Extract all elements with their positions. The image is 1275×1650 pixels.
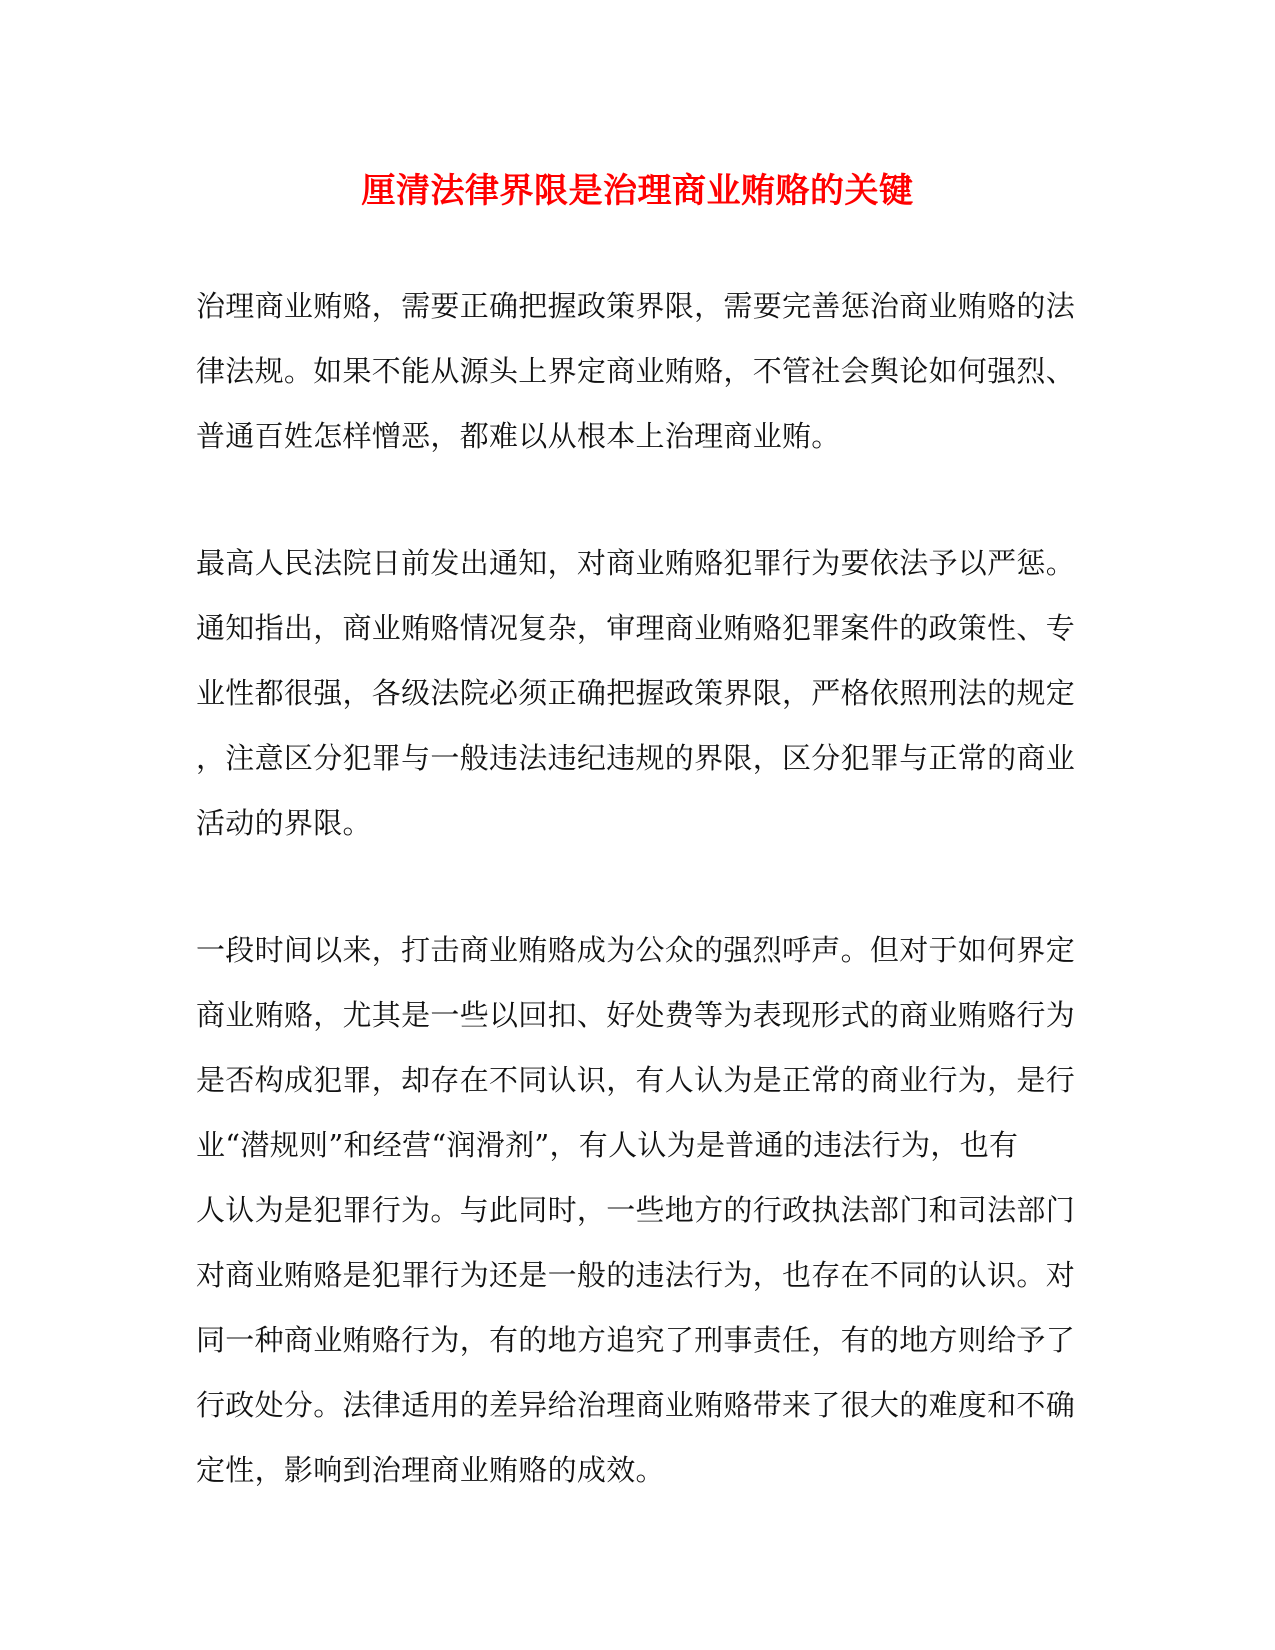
paragraph-line: 活动的界限。 xyxy=(196,806,372,840)
paragraph-line: 是否构成犯罪，却存在不同认识，有人认为是正常的商业行为，是行 xyxy=(196,1063,1076,1097)
paragraph-line: 治理商业贿赂，需要正确把握政策界限，需要完善惩治商业贿赂的法 xyxy=(196,289,1076,323)
document-title: 厘清法律界限是治理商业贿赂的关键 xyxy=(361,171,914,211)
paragraph-1 xyxy=(196,274,1074,469)
paragraph-line: 最高人民法院日前发出通知，对商业贿赂犯罪行为要依法予以严惩。 xyxy=(196,546,1076,580)
paragraph-line: 一段时间以来，打击商业贿赂成为公众的强烈呼声。但对于如何界定 xyxy=(196,933,1076,967)
paragraph-line: 行政处分。法律适用的差异给治理商业贿赂带来了很大的难度和不确 xyxy=(196,1388,1076,1422)
paragraph-2 xyxy=(196,531,1074,856)
paragraph-line: 业性都很强，各级法院必须正确把握政策界限，严格依照刑法的规定 xyxy=(196,676,1076,710)
paragraph-line: 同一种商业贿赂行为，有的地方追究了刑事责任，有的地方则给予了 xyxy=(196,1323,1076,1357)
paragraph-3 xyxy=(196,918,1074,1503)
paragraph-line: 律法规。如果不能从源头上界定商业贿赂，不管社会舆论如何强烈、 xyxy=(196,354,1076,388)
paragraph-line: 普通百姓怎样憎恶，都难以从根本上治理商业贿。 xyxy=(196,419,841,453)
paragraph-line: 通知指出，商业贿赂情况复杂，审理商业贿赂犯罪案件的政策性、专 xyxy=(196,611,1076,645)
paragraph-line: 人认为是犯罪行为。与此同时，一些地方的行政执法部门和司法部门 xyxy=(196,1193,1076,1227)
paragraph-line: 定性，影响到治理商业贿赂的成效。 xyxy=(196,1453,665,1487)
paragraph-line: 业“潜规则”和经营“润滑剂”，有人认为是普通的违法行为，也有 xyxy=(196,1128,1019,1162)
paragraph-line: ，注意区分犯罪与一般违法违纪违规的界限，区分犯罪与正常的商业 xyxy=(196,741,1076,775)
paragraph-line: 对商业贿赂是犯罪行为还是一般的违法行为，也存在不同的认识。对 xyxy=(196,1258,1076,1292)
paragraph-line: 商业贿赂，尤其是一些以回扣、好处费等为表现形式的商业贿赂行为 xyxy=(196,998,1076,1032)
